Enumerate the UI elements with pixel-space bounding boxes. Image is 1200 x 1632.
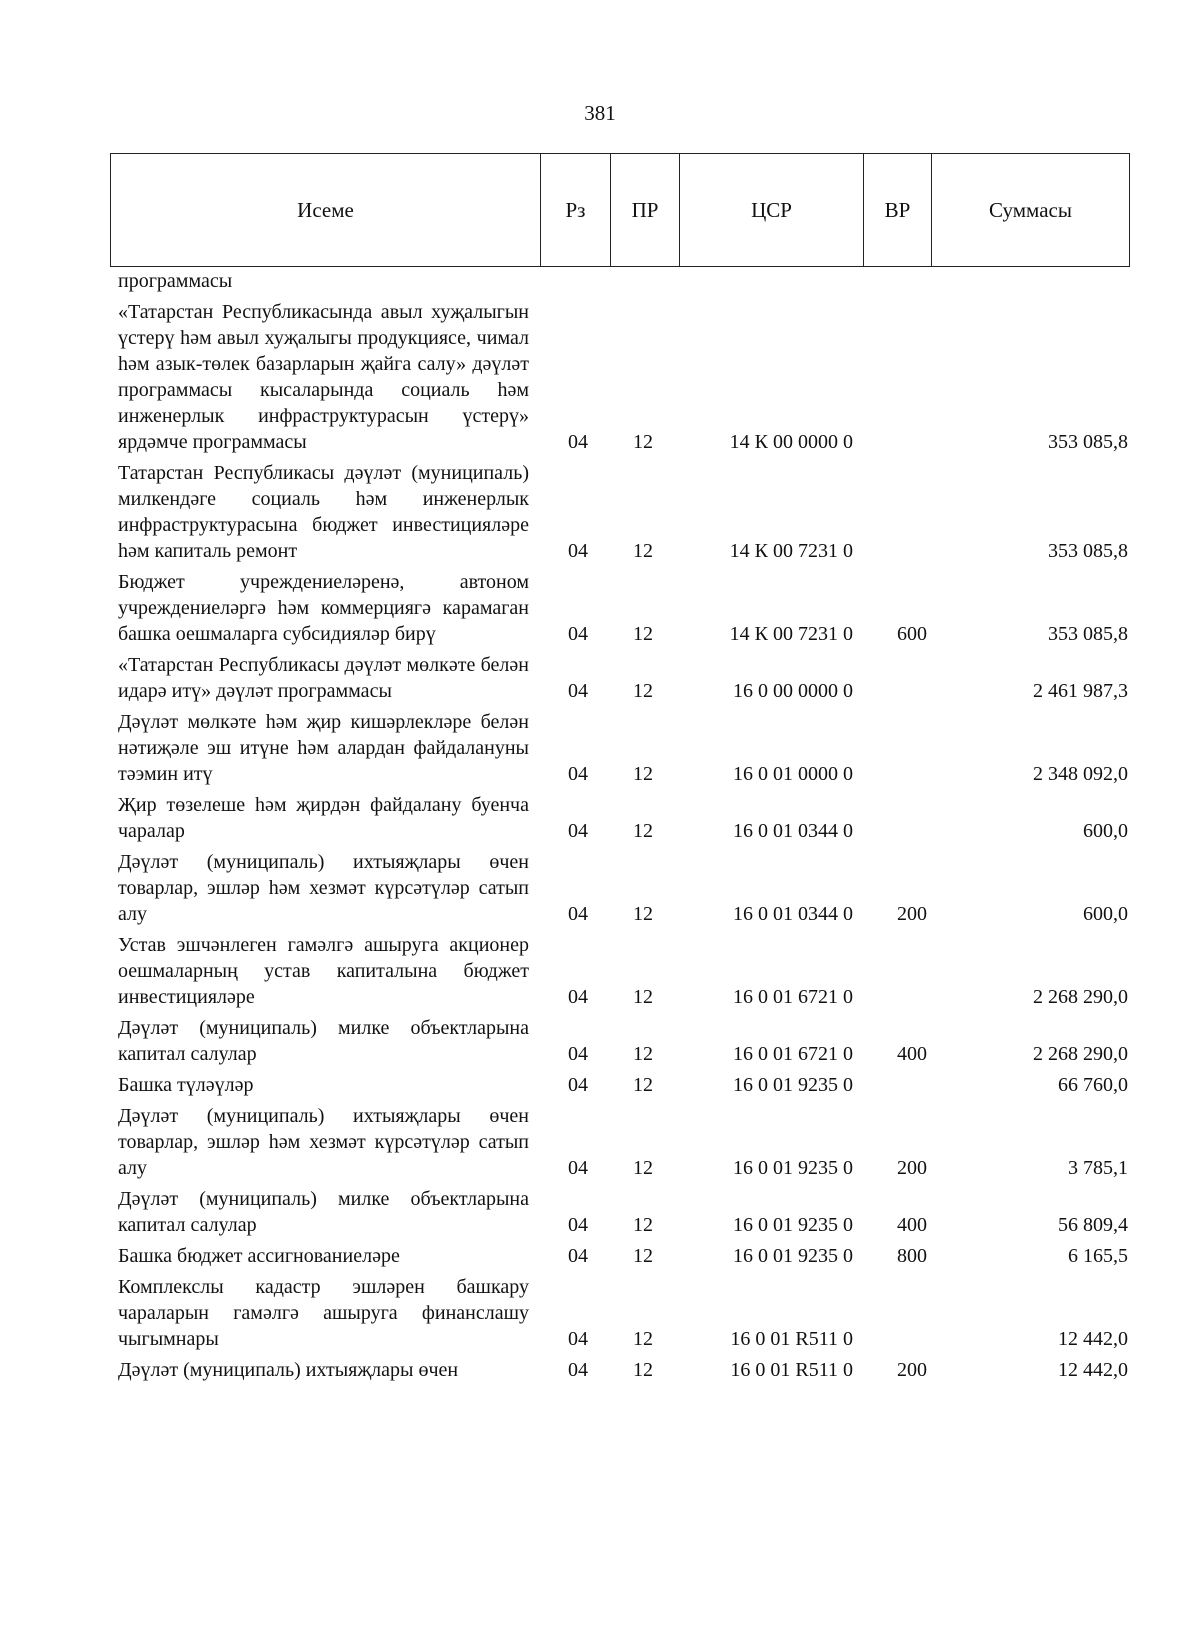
row-pr: 12 [633,903,653,925]
row-csr: 16 0 01 9235 0 [733,1214,853,1236]
row-csr: 16 0 01 0344 0 [733,820,853,842]
row-pr: 12 [633,1328,653,1350]
table-row [118,460,1128,564]
row-pr: 12 [633,1043,653,1065]
row-rz: 04 [568,1214,588,1236]
row-rz: 04 [568,623,588,645]
row-pr: 12 [633,623,653,645]
table-row [118,1274,1128,1352]
table-row [118,1357,1128,1383]
table-row [118,792,1128,844]
table-row [118,1243,1128,1269]
row-rz: 04 [568,1074,588,1096]
row-name: «Татарстан Республикасы дәүләт мөлкәте белән идарә итү» дәүләт программасы [118,654,529,702]
row-rz: 04 [568,1157,588,1179]
row-pr: 12 [633,763,653,785]
table-body [118,268,1128,1388]
row-rz: 04 [568,431,588,453]
row-vr: 400 [897,1214,927,1236]
row-name: Комплекслы кадастр эшләрен башкару чараларын гамәлгә ашыруга финанслашу чыгымнары [118,1276,529,1350]
table-row [118,1186,1128,1238]
row-pr: 12 [633,986,653,1008]
row-name: Дәүләт (муниципаль) ихтыяҗлары өчен товарлар, эшләр һәм хезмәт күрсәтүләр сатып алу [118,851,529,925]
row-vr: 200 [897,1359,927,1381]
header-rz: Рз [541,154,611,266]
row-csr: 16 0 01 9235 0 [733,1074,853,1096]
row-name: Дәүләт (муниципаль) ихтыяҗлары өчен товарлар, эшләр һәм хезмәт күрсәтүләр сатып алу [118,1105,529,1179]
row-sum: 353 085,8 [1048,540,1128,562]
row-sum: 2 348 092,0 [1033,763,1128,785]
row-name: Татарстан Республикасы дәүләт (муниципаль) милкендәге социаль һәм инженерлык инфраструктурасына бюджет инвестицияләре һәм капиталь ремонт [118,462,529,562]
row-name: Башка түләүләр [118,1074,254,1096]
row-name: Дәүләт (муниципаль) милке объектларына капитал салулар [118,1017,529,1065]
table-row [118,1103,1128,1181]
row-sum: 600,0 [1083,820,1128,842]
continuation-row [118,268,1128,294]
header-pr: ПР [611,154,680,266]
row-name: Җир төзелеше һәм җирдән файдалану буенча чаралар [118,794,529,842]
row-vr: 400 [897,1043,927,1065]
row-pr: 12 [633,1157,653,1179]
table-row [118,1072,1128,1098]
row-vr: 200 [897,903,927,925]
row-rz: 04 [568,1328,588,1350]
row-rz: 04 [568,680,588,702]
row-sum: 2 268 290,0 [1033,1043,1128,1065]
row-pr: 12 [633,1245,653,1267]
row-sum: 56 809,4 [1058,1214,1128,1236]
table-row [118,709,1128,787]
row-sum: 3 785,1 [1068,1157,1128,1179]
header-vr: ВР [864,154,932,266]
row-pr: 12 [633,1074,653,1096]
row-csr: 14 К 00 0000 0 [729,431,853,453]
header-name: Исеме [111,154,541,266]
row-sum: 353 085,8 [1048,623,1128,645]
row-vr: 200 [897,1157,927,1179]
row-pr: 12 [633,1214,653,1236]
row-rz: 04 [568,820,588,842]
table-row [118,569,1128,647]
table-row [118,849,1128,927]
row-csr: 16 0 01 0344 0 [733,903,853,925]
continuation-text: программасы [118,270,233,292]
row-rz: 04 [568,986,588,1008]
row-pr: 12 [633,1359,653,1381]
row-name: Башка бюджет ассигнованиеләре [118,1245,400,1267]
row-rz: 04 [568,1043,588,1065]
row-pr: 12 [633,540,653,562]
row-sum: 2 461 987,3 [1033,680,1128,702]
table-row [118,932,1128,1010]
row-rz: 04 [568,1359,588,1381]
page-number: 381 [584,101,616,125]
row-pr: 12 [633,820,653,842]
row-name: Бюджет учреждениеләренә, автоном учреждениеләргә һәм коммерциягә карамаган башка оешмаларга субсидияләр бирү [118,571,529,645]
row-rz: 04 [568,540,588,562]
row-sum: 600,0 [1083,903,1128,925]
row-vr: 600 [897,623,927,645]
row-sum: 12 442,0 [1058,1328,1128,1350]
row-csr: 14 К 00 7231 0 [729,540,853,562]
row-csr: 14 К 00 7231 0 [729,623,853,645]
row-name: Дәүләт (муниципаль) милке объектларына капитал салулар [118,1188,529,1236]
row-sum: 2 268 290,0 [1033,986,1128,1008]
table-header [110,153,1130,267]
row-rz: 04 [568,1245,588,1267]
table-row [118,299,1128,455]
row-csr: 16 0 01 9235 0 [733,1157,853,1179]
table-row [118,1015,1128,1067]
row-csr: 16 0 01 9235 0 [733,1245,853,1267]
row-name: Дәүләт мөлкәте һәм җир кишәрлекләре белән нәтиҗәле эш итүне һәм алардан файдалануны тәэмин итү [118,711,529,785]
row-csr: 16 0 00 0000 0 [733,680,853,702]
row-sum: 6 165,5 [1068,1245,1128,1267]
row-vr: 800 [897,1245,927,1267]
row-csr: 16 0 01 6721 0 [733,986,853,1008]
row-sum: 353 085,8 [1048,431,1128,453]
header-csr: ЦСР [680,154,864,266]
row-rz: 04 [568,903,588,925]
row-pr: 12 [633,680,653,702]
row-name: «Татарстан Республикасында авыл хуҗалыгын үстерү һәм авыл хуҗалыгы продукциясе, чимал һәм азык-төлек базарларын җайга салу» дәүләт программасы кысаларында социаль һәм инженерлык инфраструктурасын үстерү» ярдәмче программасы [118,301,529,453]
row-csr: 16 0 01 6721 0 [733,1043,853,1065]
row-sum: 66 760,0 [1058,1074,1128,1096]
row-csr: 16 0 01 R511 0 [730,1359,853,1381]
row-name: Дәүләт (муниципаль) ихтыяҗлары өчен [118,1359,459,1381]
header-sum: Суммасы [989,197,1072,222]
row-csr: 16 0 01 0000 0 [733,763,853,785]
row-csr: 16 0 01 R511 0 [730,1328,853,1350]
table-row [118,652,1128,704]
rows-container [118,299,1128,1383]
row-sum: 12 442,0 [1058,1359,1128,1381]
row-name: Устав эшчәнлеген гамәлгә ашыруга акционер оешмаларның устав капиталына бюджет инвестицияләре [118,934,529,1008]
row-rz: 04 [568,763,588,785]
row-pr: 12 [633,431,653,453]
